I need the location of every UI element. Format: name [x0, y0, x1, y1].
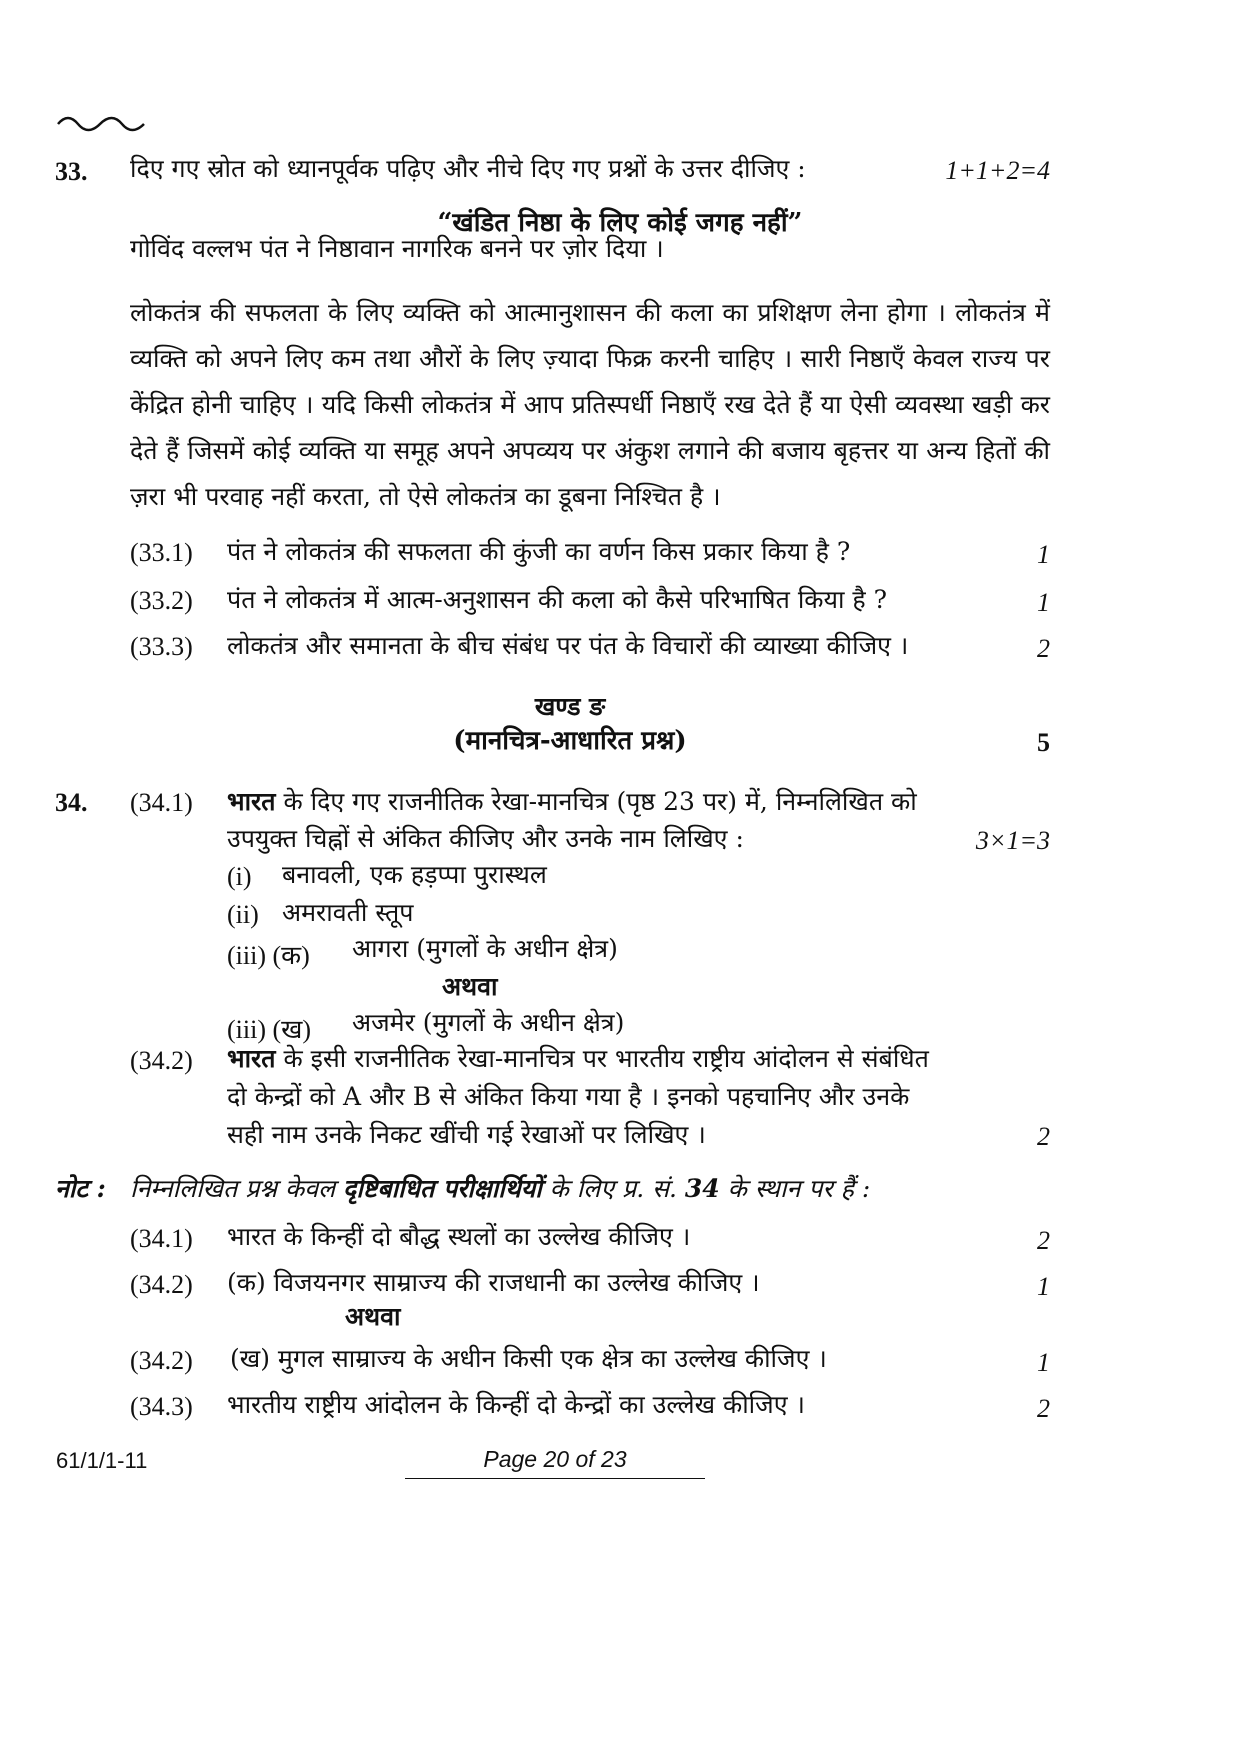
- note-text: निम्नलिखित प्रश्न केवल दृष्टिबाधित परीक्षार्थियों के लिए प्र. सं. 34 के स्थान पर हैं :: [130, 1174, 871, 1203]
- subquestion-number: (34.1): [130, 788, 193, 817]
- subquestion-number: (34.2): [130, 1046, 193, 1075]
- subquestion-marks: 1: [1037, 588, 1050, 617]
- subquestion-number: (34.2): [130, 1346, 193, 1375]
- source-title: “खंडित निष्ठा के लिए कोई जगह नहीं”: [437, 208, 803, 238]
- subquestion-marks: 3×1=3: [975, 826, 1050, 855]
- subquestion-marks: 1: [1037, 1348, 1050, 1377]
- list-item-number: (iii) (क): [227, 941, 310, 970]
- note-label: नोट :: [55, 1174, 106, 1203]
- subquestion-number: (34.1): [130, 1224, 193, 1253]
- list-item-text: आगरा (मुगलों के अधीन क्षेत्र): [352, 934, 618, 963]
- list-item-text: बनावली, एक हड़प्पा पुरास्थल: [282, 860, 547, 889]
- subquestion-number: (34.2): [130, 1270, 193, 1299]
- paper-code: 61/1/1-11: [56, 1448, 148, 1473]
- subquestion-marks: 2: [1037, 1226, 1050, 1255]
- subquestion-number: (33.1): [130, 538, 193, 567]
- subquestion-marks: 2: [1037, 1122, 1050, 1151]
- list-item-number: (iii) (ख): [227, 1015, 312, 1044]
- subquestion-text: भारत के किन्हीं दो बौद्ध स्थलों का उल्लेख कीजिए ।: [227, 1222, 691, 1251]
- or-label: अथवा: [345, 1302, 401, 1331]
- or-label: अथवा: [442, 972, 498, 1001]
- subquestion-text: भारत के इसी राजनीतिक रेखा-मानचित्र पर भारतीय राष्ट्रीय आंदोलन से संबंधित: [227, 1044, 929, 1073]
- question-marks: 1+1+2=4: [945, 156, 1050, 185]
- footer-divider: [405, 1478, 705, 1479]
- subquestion-text: (क) विजयनगर साम्राज्य की राजधानी का उल्लेख कीजिए ।: [227, 1268, 760, 1297]
- list-item-text: अमरावती स्तूप: [282, 898, 414, 927]
- section-subtitle: (मानचित्र-आधारित प्रश्न): [453, 726, 687, 756]
- subquestion-marks: 1: [1037, 540, 1050, 569]
- question-number: 33.: [55, 157, 88, 186]
- wave-mark-icon: [56, 112, 146, 134]
- subquestion-text-cont: दो केन्द्रों को A और B से अंकित किया गया है । इनको पहचानिए और उनके: [227, 1082, 910, 1111]
- subquestion-text-cont: उपयुक्त चिह्नों से अंकित कीजिए और उनके नाम लिखिए :: [227, 824, 744, 853]
- subquestion-number: (33.2): [130, 586, 193, 615]
- subquestion-text: भारत के दिए गए राजनीतिक रेखा-मानचित्र (पृष्ठ 23 पर) में, निम्नलिखित को: [227, 787, 917, 816]
- list-item-number: (ii): [227, 900, 259, 929]
- subquestion-text: (ख) मुगल साम्राज्य के अधीन किसी एक क्षेत्र का उल्लेख कीजिए ।: [230, 1344, 827, 1373]
- question-number: 34.: [55, 788, 88, 817]
- list-item-number: (i): [227, 862, 252, 891]
- question-instruction: दिए गए स्रोत को ध्यानपूर्वक पढ़िए और नीचे दिए गए प्रश्नों के उत्तर दीजिए :: [130, 154, 806, 183]
- subquestion-marks: 1: [1037, 1272, 1050, 1301]
- subquestion-text: पंत ने लोकतंत्र की सफलता की कुंजी का वर्णन किस प्रकार किया है ?: [227, 537, 851, 566]
- source-intro: गोविंद वल्लभ पंत ने निष्ठावान नागरिक बनने पर ज़ोर दिया ।: [130, 234, 664, 263]
- subquestion-text: पंत ने लोकतंत्र में आत्म-अनुशासन की कला को कैसे परिभाषित किया है ?: [227, 585, 888, 614]
- source-paragraph: लोकतंत्र की सफलता के लिए व्यक्ति को आत्मानुशासन की कला का प्रशिक्षण लेना होगा । लोकतंत्र में व्यक्ति को अपने लिए कम तथा औरों के लिए ज़्यादा फिक्र करनी चाहिए । सारी निष्ठाएँ केवल राज्य पर केंद्रित होनी चाहिए । यदि किसी लोकतंत्र में आप प्रतिस्पर्धी निष्ठाएँ रख देते हैं या ऐसी व्यवस्था खड़ी कर देते हैं जिसमें कोई व्यक्ति या समूह अपने अपव्यय पर अंकुश लगाने की बजाय बृहत्तर या अन्य हितों की ज़रा भी परवाह नहीं करता, तो ऐसे लोकतंत्र का डूबना निश्चित है ।: [130, 298, 1050, 511]
- list-item-text: अजमेर (मुगलों के अधीन क्षेत्र): [352, 1008, 625, 1037]
- section-marks: 5: [1037, 728, 1050, 757]
- subquestion-text: लोकतंत्र और समानता के बीच संबंध पर पंत के विचारों की व्याख्या कीजिए ।: [227, 631, 909, 660]
- subquestion-number: (33.3): [130, 632, 193, 661]
- subquestion-text-cont: सही नाम उनके निकट खींची गई रेखाओं पर लिखिए ।: [227, 1120, 706, 1149]
- subquestion-number: (34.3): [130, 1392, 193, 1421]
- subquestion-text: भारतीय राष्ट्रीय आंदोलन के किन्हीं दो केन्द्रों का उल्लेख कीजिए ।: [227, 1390, 805, 1419]
- subquestion-marks: 2: [1037, 634, 1050, 663]
- subquestion-marks: 2: [1037, 1394, 1050, 1423]
- section-title: खण्ड ङ: [534, 692, 606, 721]
- page-number: Page 20 of 23: [483, 1446, 627, 1472]
